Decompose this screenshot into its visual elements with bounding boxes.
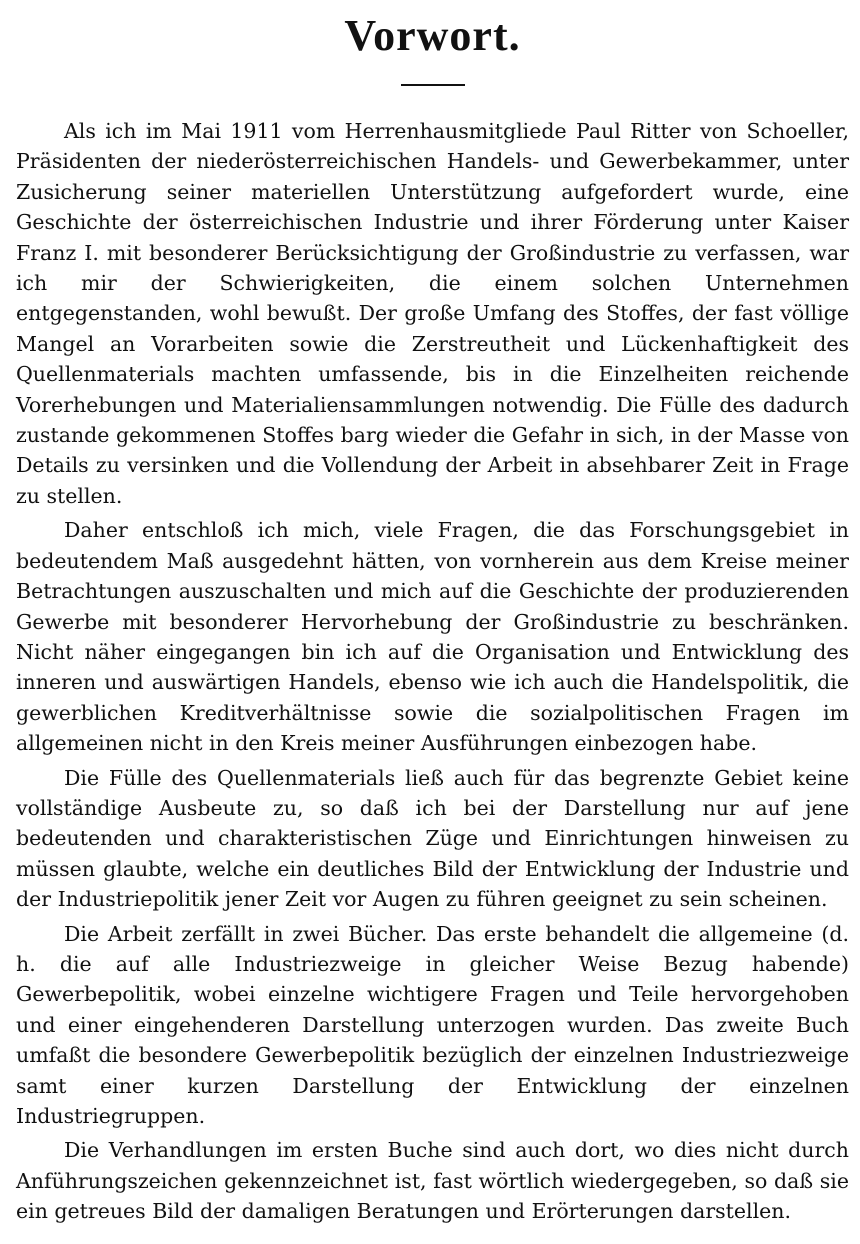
paragraph-5: Die Verhandlungen im ersten Buche sind auch dort, wo dies nicht durch Anführungszeichen gekennzeichnet ist, fast wörtlich wiedergegeben, so daß sie ein getreues Bild der damaligen Beratungen und Erörterungen darstellen. [16, 1138, 849, 1224]
paragraph-3: Die Fülle des Quellenmaterials ließ auch für das begrenzte Gebiet keine vollständige Ausbeute zu, so daß ich bei der Darstellung nur auf jene bedeutenden und charakteristischen Züge und Einrichtungen hinweisen zu müssen glaubte, welche ein deutliches Bild der Entwicklung der Industrie und der Industriepolitik jener Zeit vor Augen zu führen geeignet zu sein scheinen. [16, 765, 849, 912]
paragraph-1: Als ich im Mai 1911 vom Herrenhausmitgliede Paul Ritter von Schoeller, Präsidenten der niederösterreichischen Handels- und Gewerbekammer, unter Zusicherung seiner materiellen Unterstützung aufgefordert wurde, eine Geschichte der österreichischen Industrie und ihrer Förderung unter Kaiser Franz I. mit besonderer Berücksichtigung der Großindustrie zu verfassen, war ich mir der Schwierigkeiten, die einem solchen Unternehmen entgegenstanden, wohl bewußt. Der große Umfang des Stoffes, der fast völlige Mangel an Vorarbeiten sowie die Zerstreutheit und Lückenhaftigkeit des Quellenmaterials machten umfassende, bis in die Einzelheiten reichende Vorerhebungen und Materialiensammlungen notwendig. Die Fülle des dadurch zustande gekommenen Stoffes barg wieder die Gefahr in sich, in der Masse von Details zu versinken und die Vollendung der Arbeit in absehbarer Zeit in Frage zu stellen. [16, 119, 849, 508]
document-body [16, 116, 849, 1227]
title-divider [401, 84, 465, 86]
page-title: Vorwort. [344, 11, 521, 60]
document-page [16, 0, 849, 1231]
paragraph-4: Die Arbeit zerfällt in zwei Bücher. Das erste behandelt die allgemeine (d. h. die auf alle Industriezweige in gleicher Weise Bezug habende) Gewerbepolitik, wobei einzelne wichtigere Fragen und Teile hervorgehoben und einer eingehenderen Darstellung unterzogen wurden. Das zweite Buch umfaßt die besondere Gewerbepolitik bezüglich der einzelnen Industriezweige samt einer kurzen Darstellung der Entwicklung der einzelnen Industriegruppen. [16, 921, 849, 1128]
paragraph-2: Daher entschloß ich mich, viele Fragen, die das Forschungsgebiet in bedeutendem Maß ausgedehnt hätten, von vornherein aus dem Kreise meiner Betrachtungen auszuschalten und mich auf die Geschichte der produzierenden Gewerbe mit besonderer Hervorhebung der Großindustrie zu beschränken. Nicht näher eingegangen bin ich auf die Organisation und Entwicklung des inneren und auswärtigen Handels, ebenso wie ich auch die Handelspolitik, die gewerblichen Kreditverhältnisse sowie die sozialpolitischen Fragen im allgemeinen nicht in den Kreis meiner Ausführungen einbezogen habe. [16, 518, 849, 756]
